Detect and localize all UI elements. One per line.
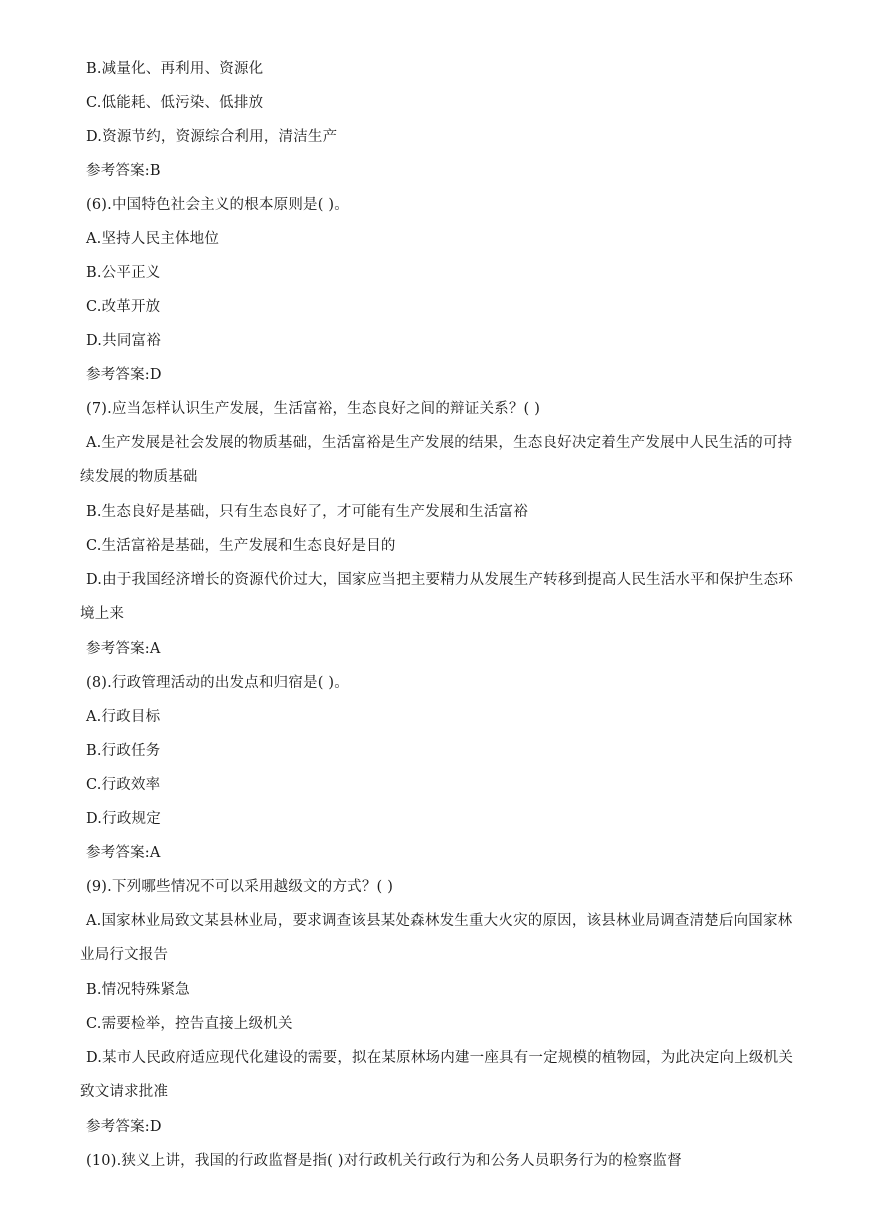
question-6: (6).中国特色社会主义的根本原则是( )。	[86, 197, 349, 213]
question-10: (10).狭义上讲，我国的行政监督是指( )对行政机关行政行为和公务人员职务行为的检察监督	[86, 1153, 682, 1169]
question-8: (8).行政管理活动的出发点和归宿是( )。	[86, 675, 349, 691]
answer-q8: 参考答案:A	[86, 845, 161, 861]
option-c-q8: C.行政效率	[86, 777, 161, 793]
answer-q9: 参考答案:D	[86, 1119, 162, 1135]
option-d-q8: D.行政规定	[86, 811, 161, 827]
option-a-q7-cont: 续发展的物质基础	[80, 469, 198, 485]
option-d-q7: D.由于我国经济增长的资源代价过大，国家应当把主要精力从发展生产转移到提高人民生活水平和保护生态环	[86, 572, 794, 588]
option-b-q5: B.减量化、再利用、资源化	[86, 61, 264, 77]
answer-q5: 参考答案:B	[86, 163, 161, 179]
option-a-q8: A.行政目标	[86, 709, 161, 725]
option-d-q7-cont: 境上来	[80, 606, 125, 622]
option-b-q8: B.行政任务	[86, 743, 161, 759]
option-a-q6: A.坚持人民主体地位	[86, 231, 220, 247]
option-c-q5: C.低能耗、低污染、低排放	[86, 95, 264, 111]
option-b-q6: B.公平正义	[86, 265, 161, 281]
answer-q7: 参考答案:A	[86, 641, 161, 657]
option-c-q6: C.改革开放	[86, 299, 161, 315]
option-c-q7: C.生活富裕是基础，生产发展和生态良好是目的	[86, 538, 396, 554]
option-a-q9: A.国家林业局致文某县林业局，要求调查该县某处森林发生重大火灾的原因，该县林业局调查清楚后向国家林	[86, 913, 793, 929]
question-9: (9).下列哪些情况不可以采用越级文的方式？( )	[86, 879, 394, 895]
option-a-q7: A.生产发展是社会发展的物质基础，生活富裕是生产发展的结果，生态良好决定着生产发展中人民生活的可持	[86, 435, 793, 451]
option-d-q9-cont: 致文请求批准	[80, 1084, 169, 1100]
answer-q6: 参考答案:D	[86, 367, 162, 383]
option-b-q7: B.生态良好是基础，只有生态良好了，才可能有生产发展和生活富裕	[86, 504, 528, 520]
option-b-q9: B.情况特殊紧急	[86, 982, 190, 998]
option-d-q5: D.资源节约，资源综合利用，清洁生产	[86, 129, 338, 145]
option-a-q9-cont: 业局行文报告	[80, 947, 169, 963]
option-d-q9: D.某市人民政府适应现代化建设的需要，拟在某原林场内建一座具有一定规模的植物园，为此决定向上级机关	[86, 1050, 794, 1066]
question-7: (7).应当怎样认识生产发展，生活富裕，生态良好之间的辩证关系？( )	[86, 401, 541, 417]
option-c-q9: C.需要检举，控告直接上级机关	[86, 1016, 293, 1032]
option-d-q6: D.共同富裕	[86, 333, 161, 349]
